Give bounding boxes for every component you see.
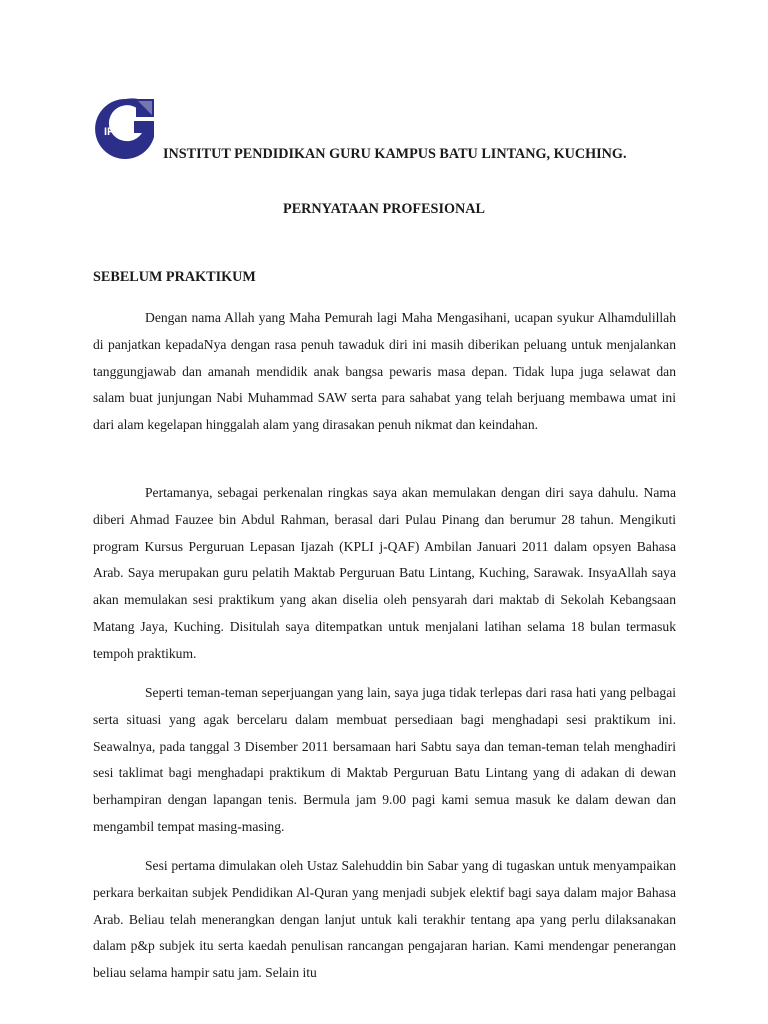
section-heading: SEBELUM PRAKTIKUM	[93, 269, 256, 285]
paragraph: Seperti teman-teman seperjuangan yang lain, saya juga tidak terlepas dari rasa hati yang pelbagai serta situasi yang agak bercelaru dalam membuat persediaan bagi menghadapi sesi praktikum ini. Seawalnya, pada tanggal 3 Disember 2011 bersamaan hari Sabtu saya dan teman-teman telah menghadiri sesi taklimat bagi menghadapi praktikum di Maktab Perguruan Batu Lintang yang di adakan di dewan berhampiran dengan lapangan tenis. Bermula jam 9.00 pagi kami semua masuk ke dalam dewan dan mengambil tempat masing-masing.	[93, 685, 676, 834]
logo-text: IPG	[104, 126, 123, 138]
ipg-logo	[92, 97, 156, 161]
document-title: PERNYATAAN PROFESIONAL	[283, 201, 485, 217]
institution-title: INSTITUT PENDIDIKAN GURU KAMPUS BATU LINTANG, KUCHING.	[163, 146, 627, 162]
paragraph: Pertamanya, sebagai perkenalan ringkas saya akan memulakan dengan diri saya dahulu. Nama diberi Ahmad Fauzee bin Abdul Rahman, berasal dari Pulau Pinang dan berumur 28 tahun. Mengikuti program Kursus Perguruan Lepasan Ijazah (KPLI j-QAF) Ambilan Januari 2011 dalam opsyen Bahasa Arab. Saya merupakan guru pelatih Maktab Perguruan Batu Lintang, Kuching, Sarawak. InsyaAllah saya akan memulakan sesi praktikum yang akan diselia oleh pensyarah dari maktab di Sekolah Kebangsaan Matang Jaya, Kuching. Disitulah saya ditempatkan untuk menjalani latihan selama 18 bulan termasuk tempoh praktikum.	[93, 485, 676, 661]
paragraph: Sesi pertama dimulakan oleh Ustaz Salehuddin bin Sabar yang di tugaskan untuk menyampaikan perkara berkaitan subjek Pendidikan Al-Quran yang menjadi subjek elektif bagi saya dalam major Bahasa Arab. Beliau telah menerangkan dengan lanjut untuk kali terakhir tentang apa yang perlu dilaksanakan dalam p&p subjek itu serta kaedah penulisan rancangan pengajaran harian. Kami mendengar penerangan beliau selama hampir satu jam. Selain itu	[93, 858, 676, 981]
paragraph: Dengan nama Allah yang Maha Pemurah lagi Maha Mengasihani, ucapan syukur Alhamdulillah di panjatkan kepadaNya dengan rasa penuh tawaduk diri ini masih diberikan peluang untuk menjalankan tanggungjawab dan amanah mendidik anak bangsa pewaris masa depan. Tidak lupa juga selawat dan salam buat junjungan Nabi Muhammad SAW serta para sahabat yang telah berjuang membawa umat ini dari alam kegelapan hinggalah alam yang dirasakan penuh nikmat dan keindahan.	[93, 310, 676, 433]
